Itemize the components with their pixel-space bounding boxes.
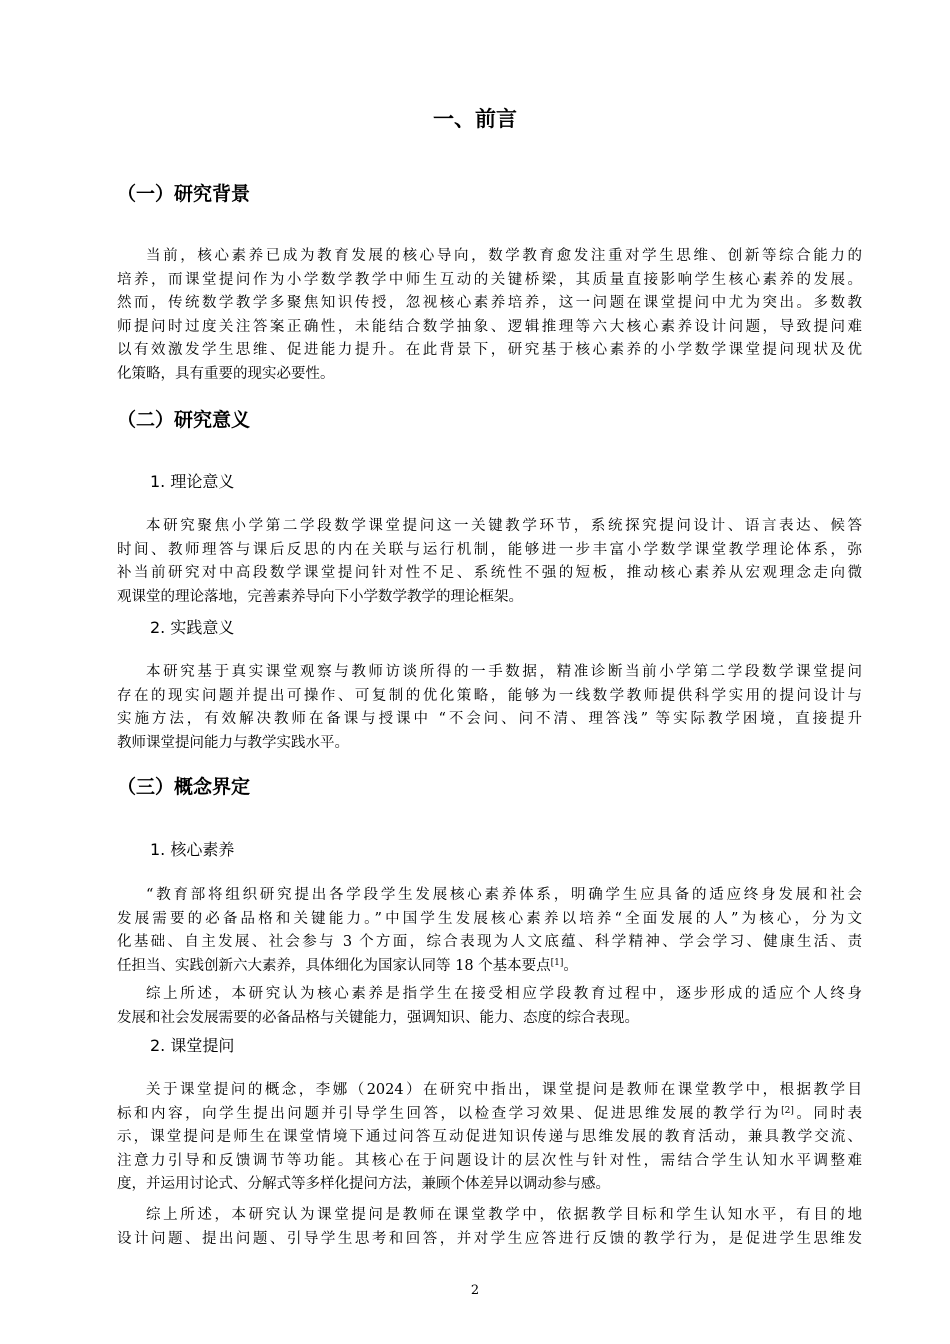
section-heading-concepts: （三）概念界定 — [117, 776, 251, 798]
paragraph-question-summary — [117, 1204, 862, 1251]
text-line: 度，并运用讨论式、分解式等多样化提问方法，兼顾个体差异以调动参与感。 — [117, 1176, 610, 1193]
text-line — [117, 955, 862, 979]
text-line: 化策略，具有重要的现实必要性。 — [117, 365, 335, 382]
section-heading-significance: （二）研究意义 — [117, 409, 251, 431]
text-line: 师提问时过度关注答案正确性，未能结合数学抽象、逻辑推理等六大核心素养设计问题，导致提问难 — [117, 318, 862, 335]
paragraph-practice — [117, 661, 862, 755]
text-line: 教师课堂提问能力与教学实践水平。 — [117, 734, 349, 751]
text-line: 综上所述，本研究认为核心素养是指学生在接受相应学段教育过程中，逐步形成的适应个人终身 — [146, 986, 862, 1002]
text-line: “教育部将组织研究提出各学段学生发展核心素养体系，明确学生应具备的适应终身发展和社会 — [146, 887, 862, 903]
text-line: 综上所述，本研究认为课堂提问是教师在课堂教学中，依据教学目标和学生认知水平，有目的地 — [146, 1207, 862, 1223]
text-line: 发展需要的必备品格和关键能力。”中国学生发展核心素养以培养“全面发展的人”为核心，分为文 — [117, 910, 862, 927]
text-span: 。同时表 — [793, 1105, 863, 1122]
text-span: 。 — [563, 957, 578, 974]
text-line: 设计问题、提出问题、引导学生思考和回答，并对学生应答进行反馈的教学行为，是促进学生思维发 — [117, 1230, 862, 1247]
text-line: 关于课堂提问的概念，李娜（2024）在研究中指出，课堂提问是教师在课堂教学中，根据教学目 — [146, 1082, 862, 1098]
paragraph-question-definition — [117, 1079, 862, 1197]
text-line: 以有效激发学生思维、促进能力提升。在此背景下，研究基于核心素养的小学数学课堂提问现状及优 — [117, 342, 862, 359]
text-line: 补当前研究对中高段数学课堂提问针对性不足、系统性不强的短板，推动核心素养从宏观理念走向微 — [117, 565, 862, 582]
text-span: 任担当、实践创新六大素养，具体细化为国家认同等 18 个基本要点 — [117, 957, 551, 974]
text-line: 示，课堂提问是师生在课堂情境下通过问答互动促进知识传递与思维发展的教育活动，兼具教学交流、 — [117, 1129, 862, 1146]
text-line: 然而，传统数学教学多聚焦知识传授，忽视核心素养培养，这一问题在课堂提问中尤为突出。多数教 — [117, 295, 862, 312]
text-line: 培养，而课堂提问作为小学数学教学中师生互动的关键桥梁，其质量直接影响学生核心素养的发展。 — [117, 271, 862, 288]
text-line: 本研究基于真实课堂观察与教师访谈所得的一手数据，精准诊断当前小学第二学段数学课堂提问 — [146, 664, 862, 680]
text-line: 注意力引导和反馈调节等功能。其核心在于问题设计的层次性与针对性，需结合学生认知水平调整难 — [117, 1152, 862, 1169]
text-line — [117, 1103, 862, 1127]
paragraph-core-definition — [117, 884, 862, 978]
text-line: 时间、教师理答与课后反思的内在关联与运行机制，能够进一步丰富小学数学课堂教学理论体系，弥 — [117, 541, 862, 558]
text-line: 化基础、自主发展、社会参与 3 个方面，综合表现为人文底蕴、科学精神、学会学习、健康生活、责 — [117, 934, 862, 951]
subsection-heading-question: 2. 课堂提问 — [150, 1036, 235, 1055]
text-line: 存在的现实问题并提出可操作、可复制的优化策略，能够为一线数学教师提供科学实用的提问设计与 — [117, 687, 862, 704]
citation-ref: [1] — [550, 957, 564, 968]
paragraph-core-summary — [117, 983, 862, 1030]
citation-ref: [2] — [781, 1105, 794, 1116]
text-line: 本研究聚焦小学第二学段数学课堂提问这一关键教学环节，系统探究提问设计、语言表达、候答 — [146, 518, 862, 534]
section-heading-background: （一）研究背景 — [117, 183, 251, 205]
page-number: 2 — [470, 1283, 480, 1298]
text-line: 发展和社会发展需要的必备品格与关键能力，强调知识、能力、态度的综合表现。 — [117, 1009, 639, 1026]
subsection-heading-theory: 1. 理论意义 — [150, 472, 235, 491]
text-line: 实施方法，有效解决教师在备课与授课中 “不会问、问不清、理答浅” 等实际教学困境，直接提升 — [117, 711, 862, 728]
text-span: 标和内容，向学生提出问题并引导学生回答，以检查学习效果、促进思维发展的教学行为 — [117, 1105, 782, 1122]
paragraph-background — [117, 245, 862, 387]
subsection-heading-core: 1. 核心素养 — [150, 840, 235, 859]
subsection-heading-practice: 2. 实践意义 — [150, 618, 235, 637]
text-line: 当前，核心素养已成为教育发展的核心导向，数学教育愈发注重对学生思维、创新等综合能力的 — [146, 248, 862, 264]
text-line: 观课堂的理论落地，完善素养导向下小学数学教学的理论框架。 — [117, 588, 523, 605]
page-title: 一、前言 — [433, 107, 517, 131]
paragraph-theory — [117, 515, 862, 609]
